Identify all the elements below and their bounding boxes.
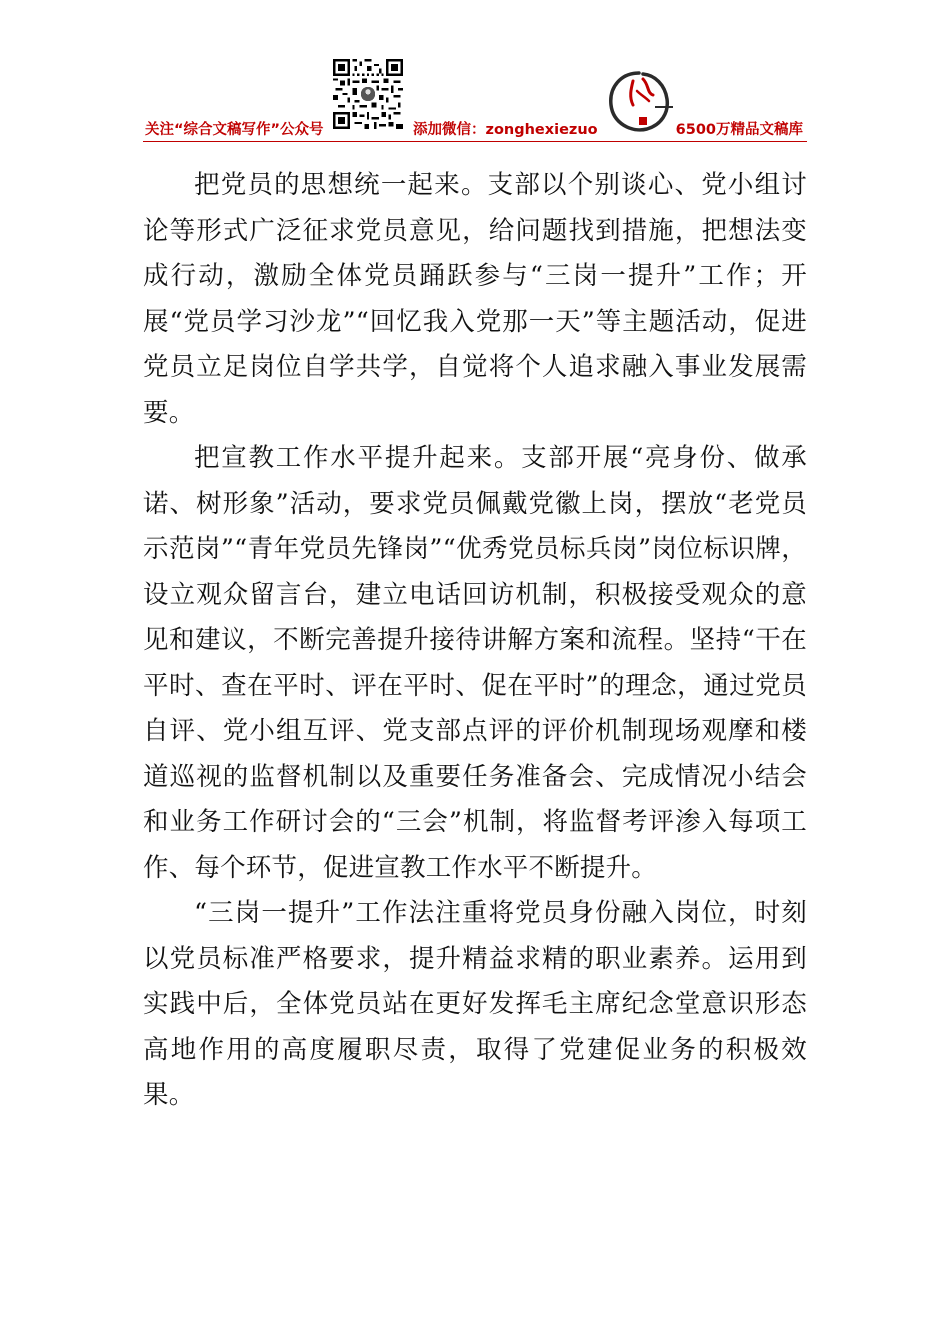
paragraph: 把党员的思想统一起来。支部以个别谈心、党小组讨论等形式广泛征求党员意见，给问题找到措施，把想法变成行动，激励全体党员踊跃参与“三岗一提升”工作；开展“党员学习沙龙”“回忆我入党那一天”等主题活动，促进党员立足岗位自学共学，自觉将个人追求融入事业发展需要。 bbox=[143, 170, 807, 428]
document-library-text: 6500万精品文稿库 bbox=[675, 122, 803, 138]
qr-code-icon[interactable] bbox=[333, 59, 403, 129]
wechat-contact-text: 添加微信：zonghexiezuo bbox=[413, 122, 598, 138]
paragraph: 把宣教工作水平提升起来。支部开展“亮身份、做承诺、树形象”活动，要求党员佩戴党徽上岗，摆放“老党员示范岗”“青年党员先锋岗”“优秀党员标兵岗”岗位标识牌，设立观众留言台，建立电话回访机制，积极接受观众的意见和建议，不断完善提升接待讲解方案和流程。坚持“干在平时、查在平时、评在平时、促在平时”的理念，通过党员自评、党小组互评、党支部点评的评价机制现场观摩和楼道巡视的监督机制以及重要任务准备会、完成情况小结会和业务工作研讨会的“三会”机制，将监督考评渗入每项工作、每个环节，促进宣教工作水平不断提升。 bbox=[143, 443, 807, 883]
header-divider bbox=[143, 141, 807, 142]
document-body bbox=[143, 163, 807, 1119]
page-header bbox=[143, 55, 807, 143]
brand-seal-logo-icon bbox=[603, 67, 675, 137]
follow-account-text: 关注“综合文稿写作”公众号 bbox=[145, 122, 324, 138]
paragraph: “三岗一提升”工作法注重将党员身份融入岗位，时刻以党员标准严格要求，提升精益求精的职业素养。运用到实践中后，全体党员站在更好发挥毛主席纪念堂意识形态高地作用的高度履职尽责，取得了党建促业务的积极效果。 bbox=[143, 898, 807, 1110]
